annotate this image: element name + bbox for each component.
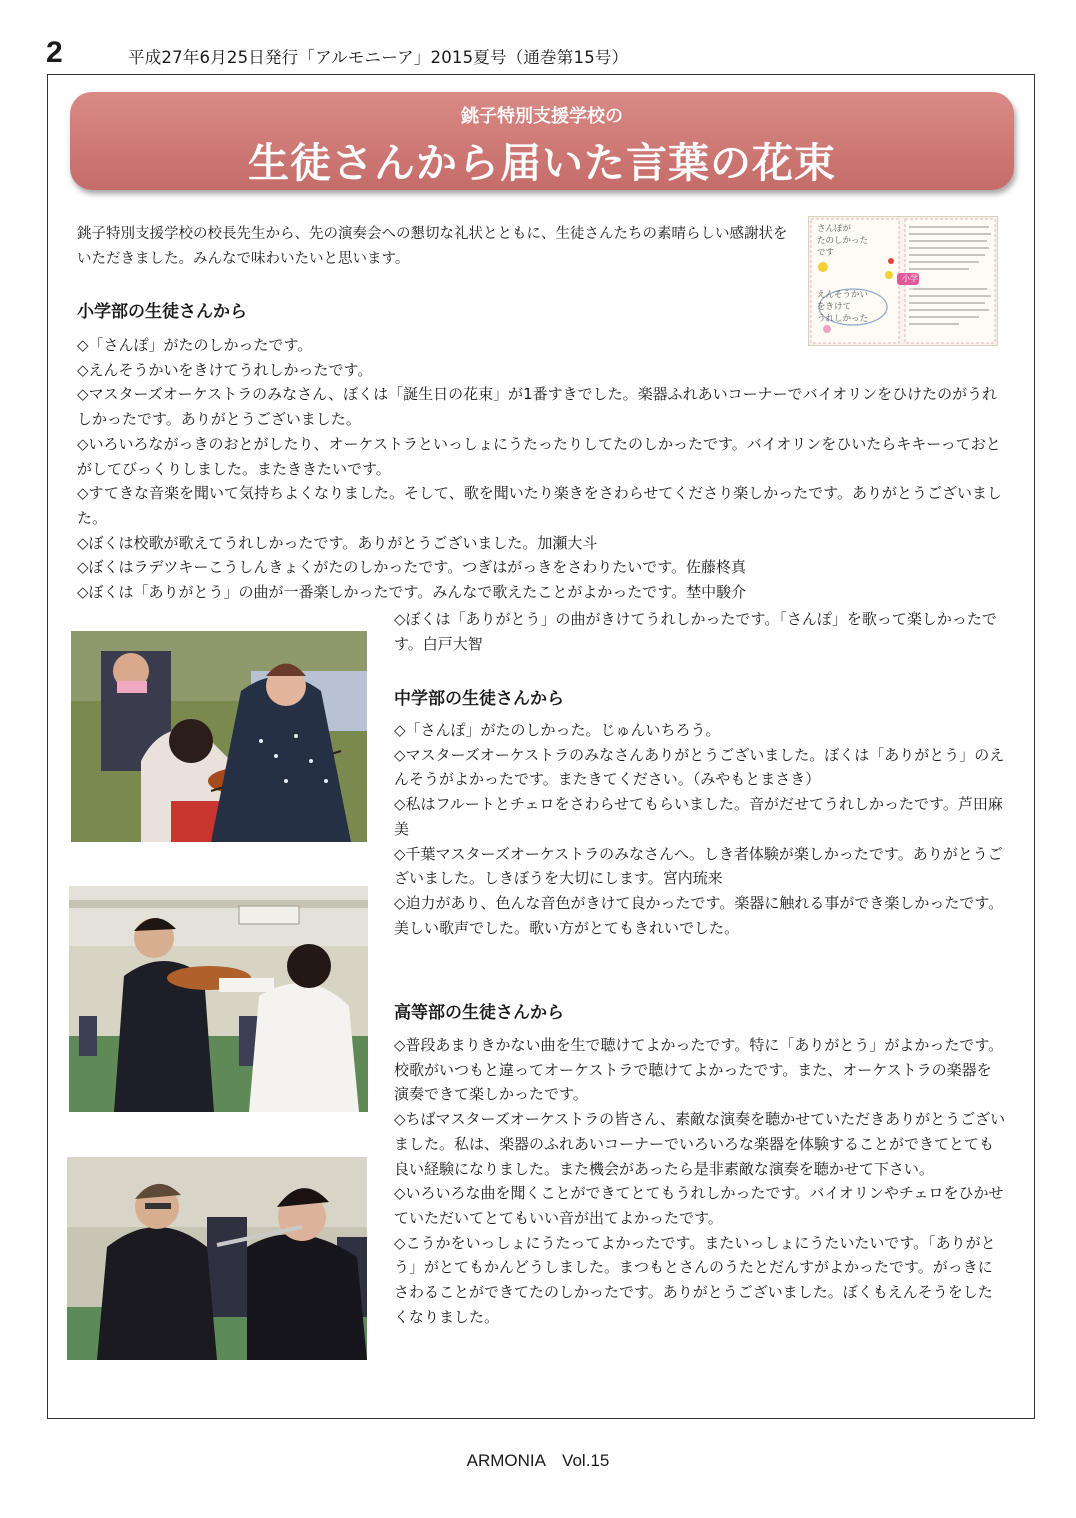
banner-subtitle: 銚子特別支援学校の bbox=[461, 106, 623, 127]
comment-item: ◇ぼくは「ありがとう」の曲がきけてうれしかったです。「さんぽ」を歌って楽しかったです。白戸大智 bbox=[394, 610, 997, 653]
issue-line: 平成27年6月25日発行「アルモニーア」2015夏号（通巻第15号） bbox=[128, 48, 629, 67]
comment-item: ◇普段あまりきかない曲を生で聴けてよかったです。特に「ありがとう」がよかったです。校歌がいつもと違ってオーケストラで聴けてよかったです。また、オーケストラの楽器を演奏できて楽しかったです。 bbox=[394, 1036, 1004, 1104]
comment-item: ◇千葉マスターズオーケストラのみなさんへ。しき者体験が楽しかったです。ありがとうございました。しきぼうを大切にします。宮内琉来 bbox=[394, 844, 1003, 888]
letter-badge: 小学部 bbox=[902, 274, 918, 295]
letter-line: です bbox=[817, 248, 835, 258]
senior-comments bbox=[394, 1033, 1006, 1329]
letter-line: たのしかった bbox=[817, 236, 869, 246]
comment-item: ◇マスターズオーケストラのみなさんありがとうございました。ぼくは「ありがとう」のえんそうがよかったです。またきてください。（みやもとまさき） bbox=[394, 745, 1005, 789]
intro-paragraph: 銚子特別支援学校の校長先生から、先の演奏会への懇切な礼状とともに、生徒さんたちの素晴らしい感謝状をいただきました。みんなで味わいたいと思います。 bbox=[77, 226, 788, 267]
thank-you-letter-image bbox=[808, 216, 998, 346]
photo-student-violin bbox=[69, 886, 368, 1112]
elementary-comments bbox=[77, 333, 1005, 605]
comment-item: ◇迫力があり、色んな音色がきけて良かったです。楽器に触れる事ができ楽しかったです。美しい歌声でした。歌い方がとてもきれいでした。 bbox=[394, 893, 1004, 937]
comment-item: ◇えんそうかいをきけてうれしかったです。 bbox=[77, 360, 373, 379]
comment-item: ◇すてきな音楽を聞いて気持ちよくなりました。そして、歌を聞いたり楽きをさわらせてくださり楽しかったです。ありがとうございました。 bbox=[77, 484, 1003, 527]
letter-line: さんぽが bbox=[817, 224, 852, 234]
elementary-last-comment bbox=[394, 607, 1006, 656]
junior-section-title: 中学部の生徒さんから bbox=[394, 689, 564, 709]
comment-item: ◇マスターズオーケストラのみなさん、ぼくは「誕生日の花束」が1番すきでした。楽器ふれあいコーナーでバイオリンをひけたのがうれしかったです。ありがとうございました。 bbox=[77, 385, 998, 429]
footer-label: ARMONIA Vol.15 bbox=[466, 1451, 610, 1470]
comment-item: ◇ちばマスターズオーケストラの皆さん、素敵な演奏を聴かせていただきありがとうございました。私は、楽器のふれあいコーナーでいろいろな楽器を体験することができてとても良い経験になりました。また機会があったら是非素敵な演奏を聴かせて下さい。 bbox=[394, 1110, 1006, 1178]
letter-line: をきけて bbox=[817, 302, 852, 312]
letter-line: うれしかった bbox=[817, 314, 869, 324]
comment-item: ◇「さんぽ」がたのしかった。じゅんいちろう。 bbox=[394, 721, 721, 739]
photo-violin-child bbox=[71, 631, 367, 842]
page-number: 2 bbox=[46, 36, 63, 69]
comment-item: ◇ぼくは校歌が歌えてうれしかったです。ありがとうございました。加瀬大斗 bbox=[77, 533, 598, 552]
title-banner bbox=[70, 92, 1014, 190]
comment-item: ◇ぼくは「ありがとう」の曲が一番楽しかったです。みんなで歌えたことがよかったです。埜中駿介 bbox=[77, 583, 747, 602]
comment-item: ◇こうかをいっしょにうたってよかったです。またいっしょにうたいたいです。「ありがとう」がとてもかんどうしました。まつもとさんのうたとだんすがよかったです。がっきにさわることができてたのしかったです。ありがとうございました。ぼくもえんそうをしたくなりました。 bbox=[394, 1233, 996, 1326]
photo-flute-lesson bbox=[67, 1157, 367, 1360]
comment-item: ◇私はフルートとチェロをさわらせてもらいました。音がだせてうれしかったです。芦田麻美 bbox=[394, 795, 1003, 838]
comment-item: ◇「さんぽ」がたのしかったです。 bbox=[77, 336, 313, 354]
junior-comments bbox=[394, 718, 1006, 940]
comment-item: ◇いろいろながっきのおとがしたり、オーケストラといっしょにうたったりしてたのしかったです。バイオリンをひいたらキキーっておとがしてびっくりしました。またききたいです。 bbox=[77, 434, 1001, 478]
letter-handwriting bbox=[817, 223, 895, 325]
banner-title: 生徒さんから届いた言葉の花束 bbox=[248, 139, 836, 187]
elementary-section-title: 小学部の生徒さんから bbox=[77, 302, 247, 322]
senior-section-title: 高等部の生徒さんから bbox=[394, 1003, 564, 1023]
comment-item: ◇ぼくはラデツキーこうしんきょくがたのしかったです。つぎはがっきをさわりたいです。佐藤柊真 bbox=[77, 558, 746, 577]
comment-item: ◇いろいろな曲を聞くことができてとてもうれしかったです。バイオリンやチェロをひかせていただいてとてもいい音が出てよかったです。 bbox=[394, 1184, 1004, 1227]
letter-line: えんそうかい bbox=[817, 290, 869, 300]
